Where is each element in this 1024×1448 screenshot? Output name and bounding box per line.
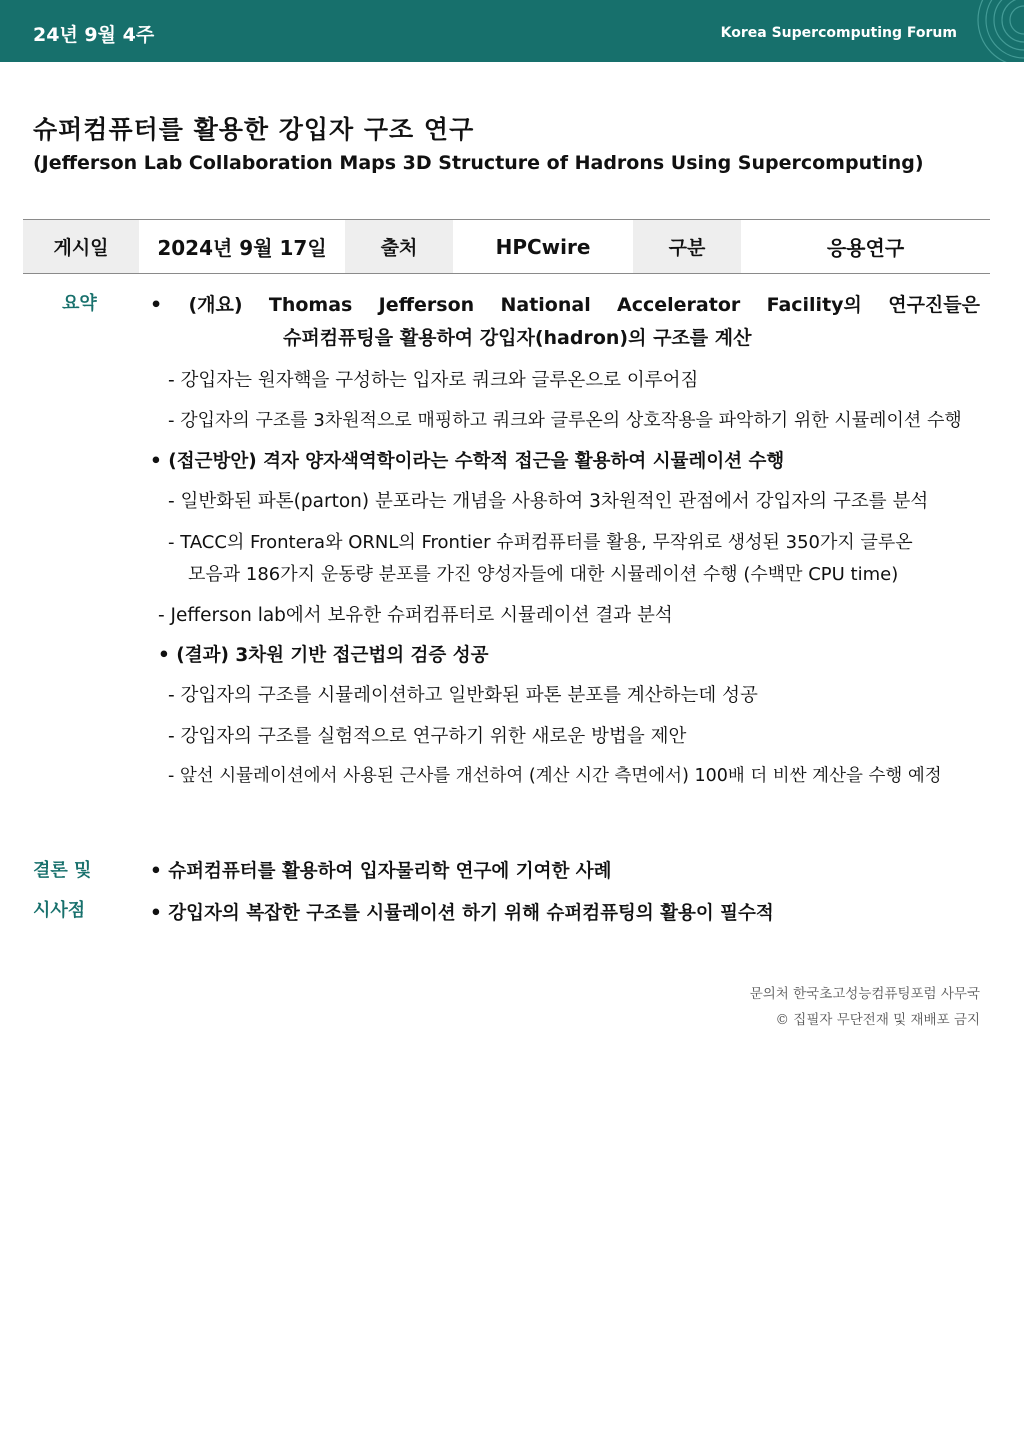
header-bar xyxy=(0,0,1024,62)
summary-label: 요약 xyxy=(62,293,97,314)
conclusion-label-1: 결론 및 xyxy=(33,860,92,881)
summary-bullet-approach: • (접근방안) 격자 양자색역학이라는 수학적 접근을 활용하여 시뮬레이션 수행 xyxy=(150,451,785,472)
summary-bullet-overview: • (개요) Thomas Jefferson National Accelerator Facility의 연구진들은 xyxy=(150,294,980,316)
footer-contact: 문의처 한국초고성능컴퓨팅포럼 사무국 xyxy=(749,986,980,1002)
posted-value: 2024년 9월 17일 xyxy=(157,236,327,260)
issue-week: 24년 9월 4주 xyxy=(33,24,155,46)
conclusion-label-2: 시사점 xyxy=(33,900,86,921)
summary-sub-5: - Jefferson lab에서 보유한 슈퍼컴퓨터로 시뮬레이션 결과 분석 xyxy=(158,605,673,626)
summary-sub-6: - 강입자의 구조를 시뮬레이션하고 일반화된 파톤 분포를 계산하는데 성공 xyxy=(168,685,758,706)
summary-bullet-result: • (결과) 3차원 기반 접근법의 검증 성공 xyxy=(158,645,489,666)
summary-sub-7: - 강입자의 구조를 실험적으로 연구하기 위한 새로운 방법을 제안 xyxy=(168,726,687,747)
summary-sub-4: - TACC의 Frontera와 ORNL의 Frontier 슈퍼컴퓨터를 활용, 무작위로 생성된 350가지 글루온 xyxy=(168,532,913,553)
source-value: HPCwire xyxy=(495,234,591,259)
meta-table xyxy=(23,219,990,274)
summary-sub-1: - 강입자는 원자핵을 구성하는 입자로 쿼크와 글루온으로 이루어짐 xyxy=(168,370,699,391)
conclusion-bullet-2: • 강입자의 복잡한 구조를 시뮬레이션 하기 위해 슈퍼컴퓨팅의 활용이 필수적 xyxy=(150,903,774,924)
decorative-arcs-icon xyxy=(954,0,1024,62)
page-title: 슈퍼컴퓨터를 활용한 강입자 구조 연구 xyxy=(33,115,475,144)
summary-sub-3: - 일반화된 파톤(parton) 분포라는 개념을 사용하여 3차원적인 관점에서 강입자의 구조를 분석 xyxy=(168,491,929,512)
forum-name: Korea Supercomputing Forum xyxy=(720,25,957,41)
summary-sub-2: - 강입자의 구조를 3차원적으로 매핑하고 쿼크와 글루온의 상호작용을 파악하기 위한 시뮬레이션 수행 xyxy=(168,410,962,431)
footer-copyright: © 집필자 무단전재 및 재배포 금지 xyxy=(775,1012,980,1028)
summary-bullet-overview-cont: 슈퍼컴퓨팅을 활용하여 강입자(hadron)의 구조를 계산 xyxy=(283,327,752,349)
conclusion-bullet-1: • 슈퍼컴퓨터를 활용하여 입자물리학 연구에 기여한 사례 xyxy=(150,861,612,882)
category-label: 구분 xyxy=(633,220,741,273)
posted-label: 게시일 xyxy=(23,220,139,273)
source-label: 출처 xyxy=(345,220,453,273)
summary-sub-8: - 앞선 시뮬레이션에서 사용된 근사를 개선하여 (계산 시간 측면에서) 100배 더 비싼 계산을 수행 예정 xyxy=(168,766,942,786)
page-subtitle: (Jefferson Lab Collaboration Maps 3D Structure of Hadrons Using Supercomputing) xyxy=(33,152,924,174)
summary-sub-4-cont: 모음과 186가지 운동량 분포를 가진 양성자들에 대한 시뮬레이션 수행 (수백만 CPU time) xyxy=(188,564,899,585)
category-value: 응용연구 xyxy=(826,236,905,260)
